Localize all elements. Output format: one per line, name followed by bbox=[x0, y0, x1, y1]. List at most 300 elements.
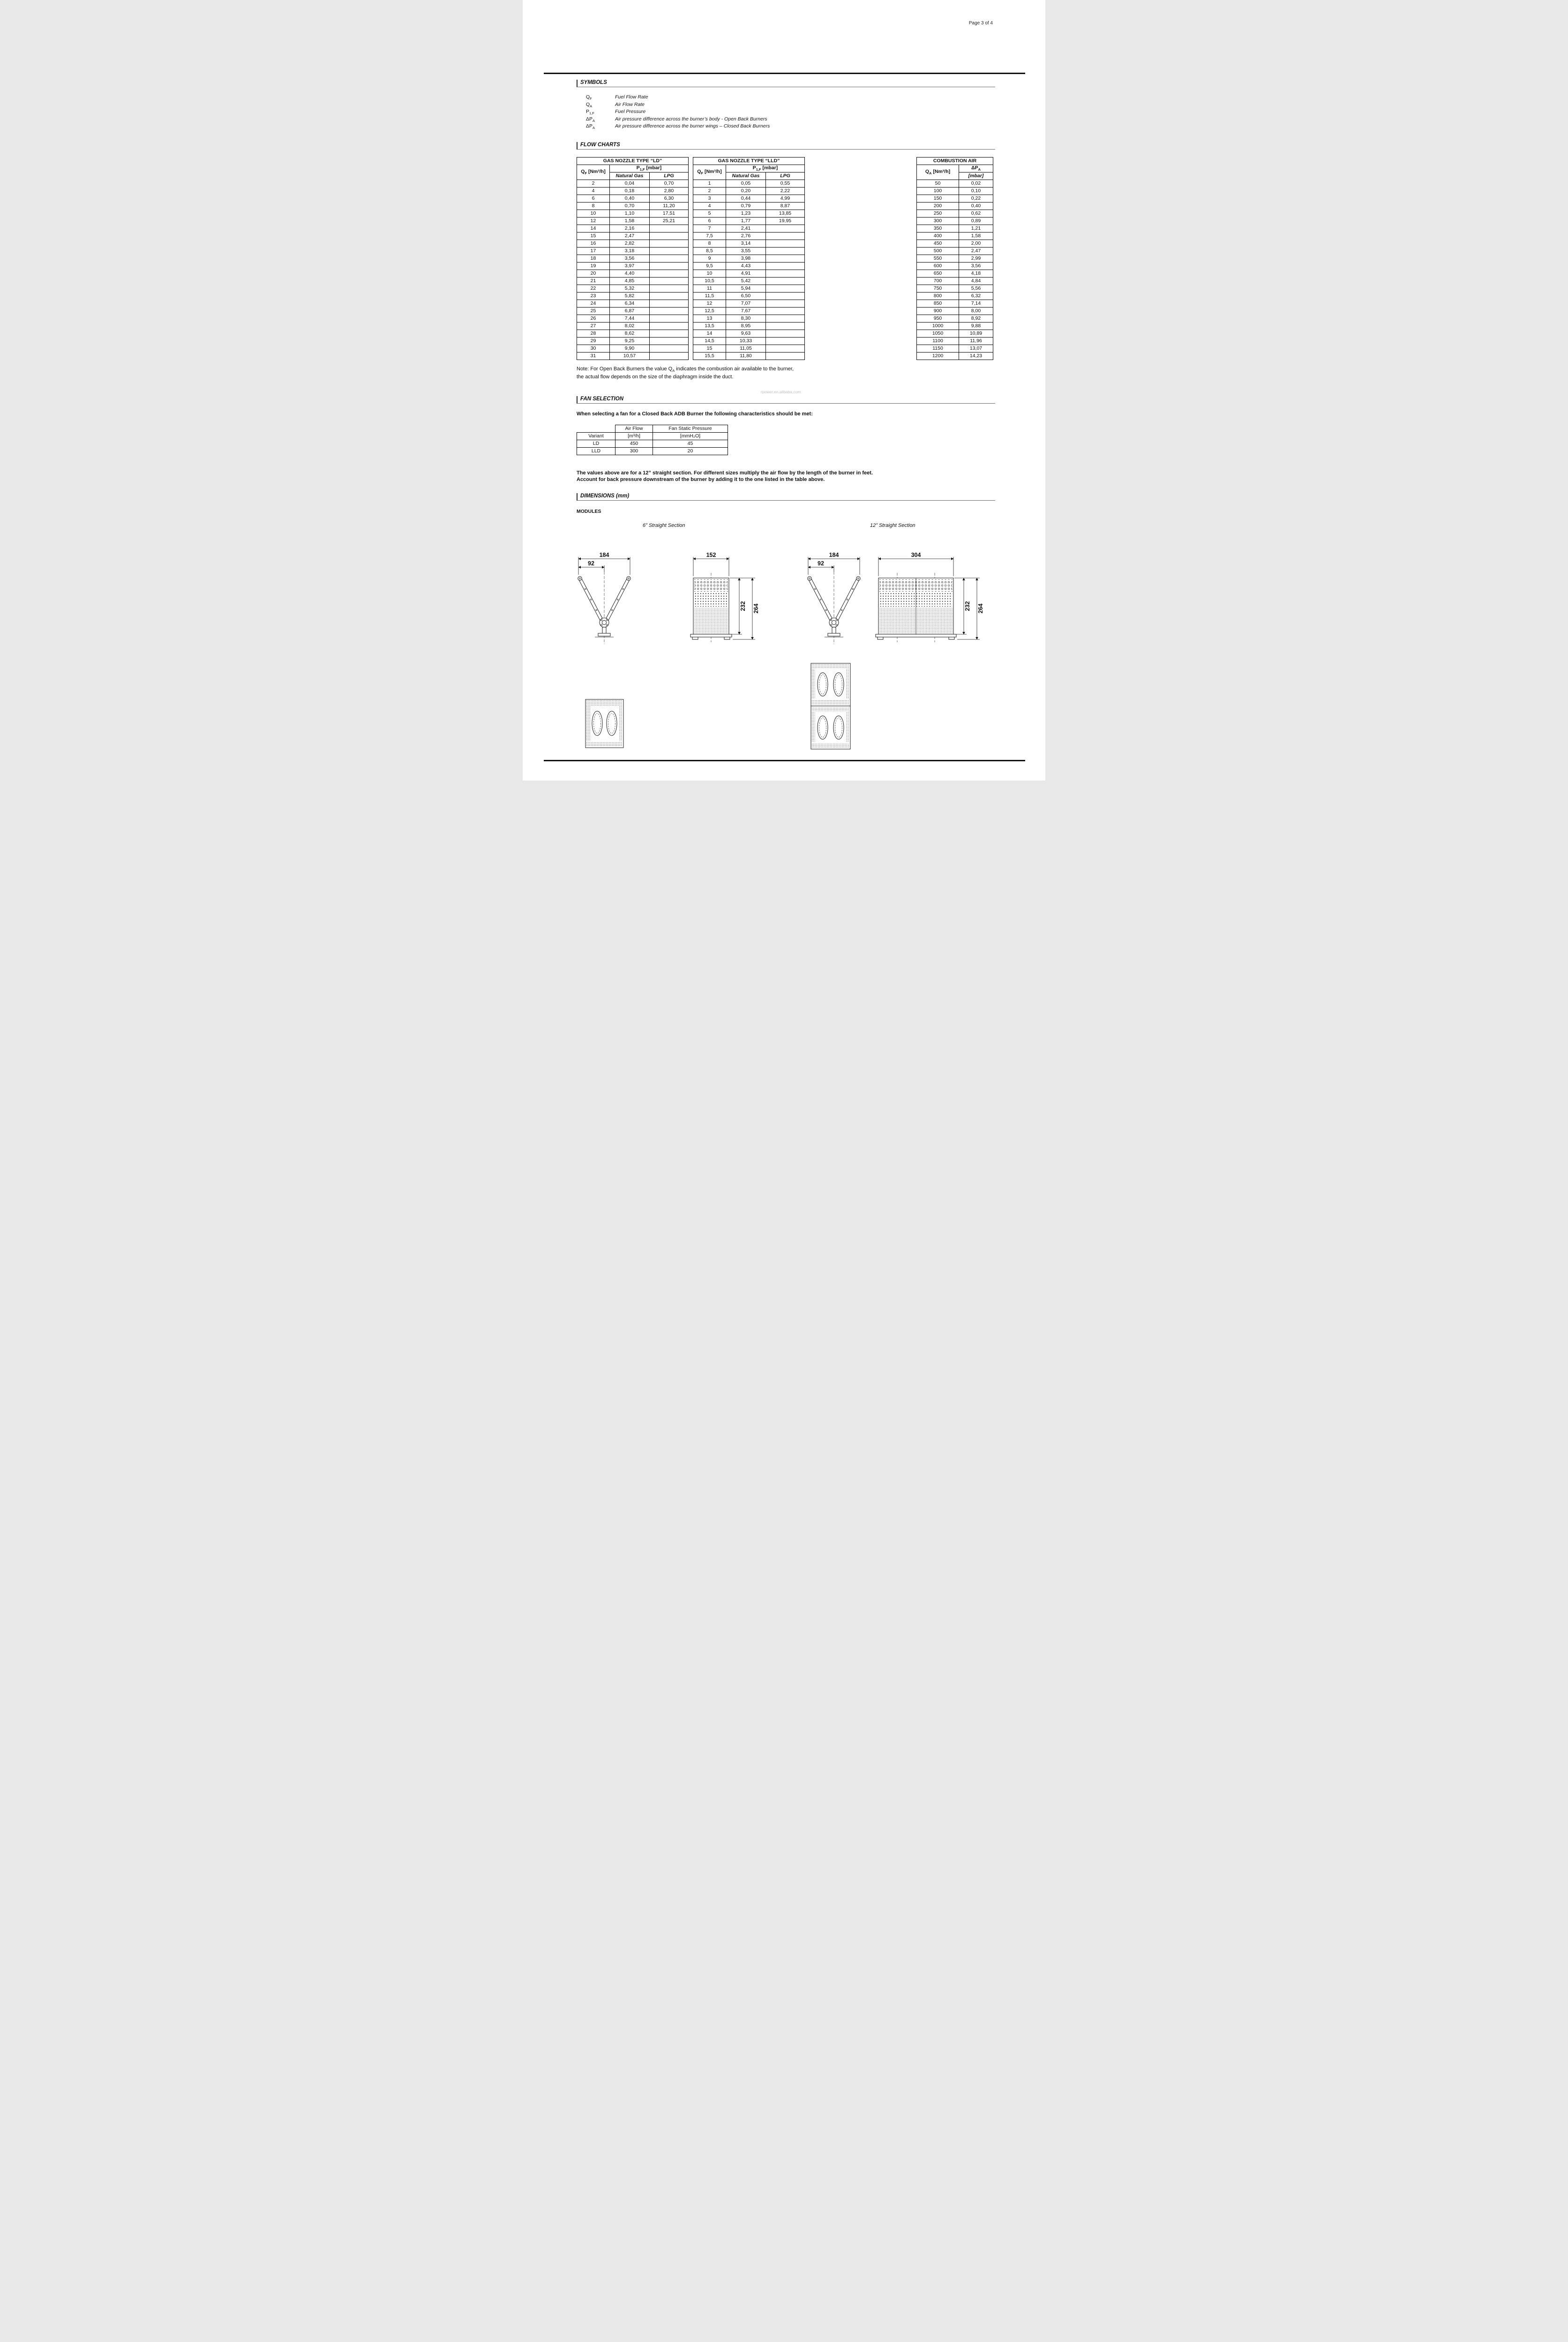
table-cell: 20 bbox=[577, 270, 610, 278]
table-cell bbox=[766, 270, 805, 278]
symbol-term bbox=[586, 94, 615, 101]
straight-section-12-label: 12” Straight Section bbox=[870, 523, 915, 528]
symbol-term bbox=[586, 116, 615, 123]
table-cell: 1000 bbox=[917, 323, 959, 330]
table-cell: 2,82 bbox=[610, 240, 650, 248]
table-cell bbox=[766, 315, 805, 323]
table-row bbox=[693, 293, 805, 300]
fan-values-line: Account for back pressure downstream of the burner by adding it to the one listed in the table above. bbox=[577, 476, 825, 482]
dimensions-heading-label: DIMENSIONS (mm) bbox=[580, 493, 630, 499]
table-row bbox=[577, 353, 689, 360]
table-cell: 8,5 bbox=[693, 248, 726, 255]
table-cell bbox=[766, 323, 805, 330]
table-cell: 6 bbox=[577, 195, 610, 203]
table-cell bbox=[766, 345, 805, 353]
table-cell bbox=[650, 353, 689, 360]
fan-selection-table bbox=[577, 425, 728, 455]
symbols-heading-label: SYMBOLS bbox=[580, 80, 607, 85]
table-row bbox=[917, 180, 993, 188]
table-row bbox=[693, 300, 805, 308]
table-cell: 2 bbox=[693, 188, 726, 195]
symbols-list bbox=[586, 94, 770, 131]
bottom-rule bbox=[544, 760, 1025, 761]
table-row bbox=[917, 323, 993, 330]
table-cell: 750 bbox=[917, 285, 959, 293]
table-row bbox=[917, 195, 993, 203]
table-cell: 4,84 bbox=[959, 278, 993, 285]
col-unit: [Nm³/h] bbox=[587, 169, 606, 175]
symbol-definition-row bbox=[586, 116, 770, 124]
table-cell: 14 bbox=[693, 330, 726, 338]
col-label: Q bbox=[697, 169, 701, 175]
dimensions-heading bbox=[577, 493, 995, 501]
table-cell: 150 bbox=[917, 195, 959, 203]
table-cell: 19,95 bbox=[766, 218, 805, 225]
table-row bbox=[917, 240, 993, 248]
table-cell: 0,22 bbox=[959, 195, 993, 203]
table-cell bbox=[766, 300, 805, 308]
burner-front-drawing-6 bbox=[573, 551, 635, 648]
table-cell: 0,02 bbox=[959, 180, 993, 188]
symbol-definition: Air pressure difference across the burner’s body - Open Back Burners bbox=[615, 116, 767, 122]
table-cell: 0,40 bbox=[959, 203, 993, 210]
table-cell: 5,42 bbox=[726, 278, 766, 285]
table-row bbox=[577, 323, 689, 330]
dimension-label-92: 92 bbox=[588, 560, 594, 567]
col-unit: [mbar] bbox=[645, 165, 662, 171]
table-row bbox=[577, 195, 689, 203]
table-cell: 5,32 bbox=[610, 285, 650, 293]
table-row bbox=[693, 323, 805, 330]
table-cell: 1200 bbox=[917, 353, 959, 360]
table-cell: 29 bbox=[577, 338, 610, 345]
table-cell bbox=[650, 240, 689, 248]
table-cell: 15 bbox=[577, 233, 610, 240]
table-cell: 4 bbox=[693, 203, 726, 210]
table-row bbox=[577, 188, 689, 195]
table-row bbox=[917, 353, 993, 360]
table-cell: LLD bbox=[577, 448, 615, 455]
table-cell: 4 bbox=[577, 188, 610, 195]
table-cell: 8,92 bbox=[959, 315, 993, 323]
table-cell: 1050 bbox=[917, 330, 959, 338]
dimension-label-92: 92 bbox=[818, 560, 824, 567]
table-cell: 3,56 bbox=[959, 263, 993, 270]
table-cell: 2,00 bbox=[959, 240, 993, 248]
table-cell: 450 bbox=[917, 240, 959, 248]
table-cell: 4,99 bbox=[766, 195, 805, 203]
table-cell: 1,77 bbox=[726, 218, 766, 225]
air-table-title: COMBUSTION AIR bbox=[917, 158, 993, 165]
table-cell: 0,62 bbox=[959, 210, 993, 218]
table-cell: 2,47 bbox=[959, 248, 993, 255]
table-cell: 3,18 bbox=[610, 248, 650, 255]
table-cell bbox=[766, 248, 805, 255]
table-cell: 25,21 bbox=[650, 218, 689, 225]
table-cell bbox=[766, 278, 805, 285]
table-row bbox=[577, 315, 689, 323]
fan-table-corner-cell bbox=[577, 425, 615, 433]
table-cell: 1 bbox=[693, 180, 726, 188]
table-row bbox=[917, 315, 993, 323]
table-cell: 0,79 bbox=[726, 203, 766, 210]
table-cell: 950 bbox=[917, 315, 959, 323]
dimension-label-232: 232 bbox=[964, 601, 971, 611]
table-cell: 23 bbox=[577, 293, 610, 300]
table-cell: 15 bbox=[693, 345, 726, 353]
table-cell: 19 bbox=[577, 263, 610, 270]
table-cell: 2,76 bbox=[726, 233, 766, 240]
gas-nozzle-lld-table bbox=[693, 157, 805, 360]
table-row bbox=[917, 308, 993, 315]
document-page bbox=[523, 0, 1045, 781]
table-cell: 14,23 bbox=[959, 353, 993, 360]
table-cell: 14 bbox=[577, 225, 610, 233]
table-cell: 8 bbox=[577, 203, 610, 210]
symbol-definition: Fuel Pressure bbox=[615, 109, 646, 115]
symbol-base: ΔP bbox=[586, 116, 593, 122]
table-row bbox=[693, 248, 805, 255]
table-row bbox=[693, 195, 805, 203]
fan-selection-heading-label: FAN SELECTION bbox=[580, 396, 624, 402]
table-row bbox=[917, 345, 993, 353]
symbol-term bbox=[586, 102, 615, 108]
table-cell bbox=[650, 323, 689, 330]
table-cell: 0,55 bbox=[766, 180, 805, 188]
table-cell: 4,18 bbox=[959, 270, 993, 278]
table-row bbox=[577, 203, 689, 210]
table-row bbox=[577, 248, 689, 255]
table-row bbox=[577, 225, 689, 233]
flow-charts-heading bbox=[577, 142, 995, 150]
table-row bbox=[917, 188, 993, 195]
table-row bbox=[577, 218, 689, 225]
perforation-pattern bbox=[694, 608, 728, 633]
table-cell: 45 bbox=[653, 440, 728, 448]
profile-drawing-6 bbox=[687, 551, 764, 645]
perforation-pattern bbox=[694, 579, 728, 592]
table-row bbox=[693, 240, 805, 248]
table-cell: 20 bbox=[653, 448, 728, 455]
table-row bbox=[917, 210, 993, 218]
table-cell: 5,94 bbox=[726, 285, 766, 293]
table-row bbox=[577, 270, 689, 278]
table-cell: 3,55 bbox=[726, 248, 766, 255]
table-row bbox=[693, 270, 805, 278]
table-cell: 12,5 bbox=[693, 308, 726, 315]
table-cell: 10,5 bbox=[693, 278, 726, 285]
table-row bbox=[693, 285, 805, 293]
table-row bbox=[693, 330, 805, 338]
table-cell: 600 bbox=[917, 263, 959, 270]
air-col-flow bbox=[917, 165, 959, 180]
table-row bbox=[577, 180, 689, 188]
table-cell: 850 bbox=[917, 300, 959, 308]
table-cell: 10,57 bbox=[610, 353, 650, 360]
table-cell bbox=[766, 293, 805, 300]
table-row bbox=[577, 285, 689, 293]
table-cell bbox=[650, 270, 689, 278]
table-row bbox=[917, 255, 993, 263]
fan-selection-heading bbox=[577, 396, 995, 404]
col-sub: F bbox=[701, 171, 704, 176]
table-cell: 1,10 bbox=[610, 210, 650, 218]
table-cell: 2,16 bbox=[610, 225, 650, 233]
fan-unit-airflow: [m³/h] bbox=[615, 433, 653, 440]
table-cell: 1,23 bbox=[726, 210, 766, 218]
table-cell: 21 bbox=[577, 278, 610, 285]
table-cell bbox=[650, 330, 689, 338]
table-row bbox=[693, 315, 805, 323]
table-cell: 11,96 bbox=[959, 338, 993, 345]
symbol-base: P bbox=[586, 109, 590, 115]
table-cell: 14,5 bbox=[693, 338, 726, 345]
note-sub: A bbox=[672, 368, 675, 373]
table-cell: 0,89 bbox=[959, 218, 993, 225]
table-cell bbox=[650, 263, 689, 270]
table-cell: 6,34 bbox=[610, 300, 650, 308]
table-row bbox=[917, 330, 993, 338]
table-cell: 25 bbox=[577, 308, 610, 315]
table-cell: 31 bbox=[577, 353, 610, 360]
table-cell: 0,10 bbox=[959, 188, 993, 195]
table-row bbox=[577, 210, 689, 218]
table-row bbox=[693, 338, 805, 345]
table-row bbox=[693, 263, 805, 270]
table-cell: 2 bbox=[577, 180, 610, 188]
table-row bbox=[577, 233, 689, 240]
table-row bbox=[693, 180, 805, 188]
gas-nozzle-ld-table bbox=[577, 157, 689, 360]
table-cell bbox=[650, 293, 689, 300]
table-cell: 1,58 bbox=[610, 218, 650, 225]
table-cell: 800 bbox=[917, 293, 959, 300]
col-unit: [mbar] bbox=[761, 165, 778, 171]
table-cell: 7,67 bbox=[726, 308, 766, 315]
table-cell: 7,5 bbox=[693, 233, 726, 240]
fan-values-paragraph bbox=[577, 470, 1008, 483]
table-cell: 550 bbox=[917, 255, 959, 263]
table-row bbox=[577, 263, 689, 270]
lld-col-pressure bbox=[726, 165, 805, 173]
fan-unit-static-pressure: [mmH₂O] bbox=[653, 433, 728, 440]
symbol-definition: Air pressure difference across the burner wings – Closed Back Burners bbox=[615, 123, 770, 129]
ld-col-lpg: LPG bbox=[650, 173, 689, 180]
ld-col-flow bbox=[577, 165, 610, 180]
fan-selection-intro: When selecting a fan for a Closed Back ADB Burner the following characteristics should be met: bbox=[577, 411, 813, 417]
table-cell: 300 bbox=[917, 218, 959, 225]
table-cell: 11 bbox=[693, 285, 726, 293]
table-cell bbox=[650, 300, 689, 308]
table-row bbox=[577, 255, 689, 263]
symbol-definition: Air Flow Rate bbox=[615, 101, 645, 107]
lld-col-flow bbox=[693, 165, 726, 180]
table-cell bbox=[766, 255, 805, 263]
dimension-label-304: 304 bbox=[911, 552, 921, 558]
table-cell: 11,80 bbox=[726, 353, 766, 360]
table-cell: 17 bbox=[577, 248, 610, 255]
table-cell: 24 bbox=[577, 300, 610, 308]
table-cell: 10,89 bbox=[959, 330, 993, 338]
perforation-pattern bbox=[879, 593, 953, 607]
table-cell: 2,80 bbox=[650, 188, 689, 195]
table-cell: 3,14 bbox=[726, 240, 766, 248]
table-cell: 10,33 bbox=[726, 338, 766, 345]
symbol-definition: Fuel Flow Rate bbox=[615, 94, 648, 100]
table-row bbox=[917, 218, 993, 225]
table-row bbox=[577, 308, 689, 315]
table-row bbox=[693, 210, 805, 218]
table-row bbox=[577, 278, 689, 285]
bottom-plate-drawing-6 bbox=[585, 698, 624, 749]
table-cell: 27 bbox=[577, 323, 610, 330]
air-col-dp bbox=[959, 165, 993, 173]
page-number: Page 3 of 4 bbox=[968, 21, 993, 26]
col-sub: A bbox=[978, 167, 981, 172]
table-cell: 13,07 bbox=[959, 345, 993, 353]
col-sub: 1,F bbox=[639, 167, 645, 172]
table-cell: 0,05 bbox=[726, 180, 766, 188]
table-cell: 5 bbox=[693, 210, 726, 218]
table-cell: 22 bbox=[577, 285, 610, 293]
table-row bbox=[693, 308, 805, 315]
symbol-definition-row bbox=[586, 109, 770, 116]
table-cell bbox=[650, 315, 689, 323]
table-cell bbox=[766, 225, 805, 233]
note-text-part: Note: For Open Back Burners the value Q bbox=[577, 366, 673, 372]
table-cell: 9,90 bbox=[610, 345, 650, 353]
table-cell bbox=[766, 285, 805, 293]
table-row bbox=[693, 345, 805, 353]
col-label: P bbox=[752, 165, 756, 171]
table-cell: 450 bbox=[615, 440, 653, 448]
table-cell: 2,41 bbox=[726, 225, 766, 233]
col-unit: [Nm³/h] bbox=[931, 169, 951, 175]
table-cell: 8,02 bbox=[610, 323, 650, 330]
symbol-definition-row bbox=[586, 123, 770, 131]
table-cell bbox=[650, 285, 689, 293]
table-cell: 8,95 bbox=[726, 323, 766, 330]
table-cell: 3,56 bbox=[610, 255, 650, 263]
table-cell: 1100 bbox=[917, 338, 959, 345]
symbol-sub: A bbox=[593, 126, 595, 130]
symbol-sub: 1,F bbox=[589, 111, 594, 116]
col-label: Q bbox=[925, 169, 930, 175]
table-cell: 6,32 bbox=[959, 293, 993, 300]
dimension-label-232: 232 bbox=[740, 601, 746, 611]
fan-table-body bbox=[577, 440, 728, 455]
table-row bbox=[917, 225, 993, 233]
table-row bbox=[577, 448, 728, 455]
table-row bbox=[917, 248, 993, 255]
table-cell bbox=[650, 345, 689, 353]
table-cell: 0,04 bbox=[610, 180, 650, 188]
table-cell: 200 bbox=[917, 203, 959, 210]
dimension-label-152: 152 bbox=[706, 552, 716, 558]
table-cell: 2,99 bbox=[959, 255, 993, 263]
table-row bbox=[693, 233, 805, 240]
fan-col-static-pressure: Fan Static Pressure bbox=[653, 425, 728, 433]
table-cell: 9,5 bbox=[693, 263, 726, 270]
modules-subheading: MODULES bbox=[577, 509, 601, 514]
table-cell: 5,56 bbox=[959, 285, 993, 293]
table-cell: 11,05 bbox=[726, 345, 766, 353]
table-cell: LD bbox=[577, 440, 615, 448]
table-cell: 7,07 bbox=[726, 300, 766, 308]
symbol-base: Q bbox=[586, 94, 590, 100]
dimension-label-264: 264 bbox=[753, 603, 759, 614]
table-cell: 0,44 bbox=[726, 195, 766, 203]
table-cell bbox=[650, 233, 689, 240]
table-row bbox=[577, 293, 689, 300]
table-cell: 13,5 bbox=[693, 323, 726, 330]
table-cell bbox=[766, 263, 805, 270]
table-cell: 4,85 bbox=[610, 278, 650, 285]
table-row bbox=[917, 233, 993, 240]
table-cell: 4,40 bbox=[610, 270, 650, 278]
note-text-part: indicates the combustion air available to the burner, bbox=[675, 366, 794, 372]
table-cell: 0,70 bbox=[610, 203, 650, 210]
table-cell: 300 bbox=[615, 448, 653, 455]
straight-section-6-label: 6” Straight Section bbox=[643, 523, 685, 528]
col-label: P bbox=[636, 165, 640, 171]
table-cell: 7 bbox=[693, 225, 726, 233]
table-row bbox=[917, 203, 993, 210]
table-cell: 50 bbox=[917, 180, 959, 188]
table-cell: 11,5 bbox=[693, 293, 726, 300]
table-cell bbox=[766, 330, 805, 338]
table-cell: 10 bbox=[577, 210, 610, 218]
symbol-definition-row bbox=[586, 94, 770, 102]
table-row bbox=[577, 330, 689, 338]
table-row bbox=[693, 218, 805, 225]
symbol-base: ΔP bbox=[586, 123, 593, 129]
table-cell: 9,63 bbox=[726, 330, 766, 338]
perforation-pattern bbox=[879, 579, 953, 592]
table-row bbox=[917, 278, 993, 285]
table-cell: 1,58 bbox=[959, 233, 993, 240]
combustion-air-table bbox=[916, 157, 993, 360]
top-rule bbox=[544, 73, 1025, 74]
table-row bbox=[693, 188, 805, 195]
table-cell: 8,87 bbox=[766, 203, 805, 210]
table-cell: 7,44 bbox=[610, 315, 650, 323]
table-cell: 1,21 bbox=[959, 225, 993, 233]
ld-table-title: GAS NOZZLE TYPE “LD” bbox=[577, 158, 689, 165]
table-cell: 10 bbox=[693, 270, 726, 278]
symbol-base: Q bbox=[586, 101, 590, 107]
table-row bbox=[693, 278, 805, 285]
table-cell: 8,62 bbox=[610, 330, 650, 338]
table-cell: 6,87 bbox=[610, 308, 650, 315]
col-label: ΔP bbox=[971, 165, 978, 171]
table-row bbox=[577, 440, 728, 448]
table-cell: 26 bbox=[577, 315, 610, 323]
table-cell: 13,85 bbox=[766, 210, 805, 218]
symbol-term bbox=[586, 109, 615, 115]
table-cell: 100 bbox=[917, 188, 959, 195]
symbols-heading bbox=[577, 80, 995, 87]
table-cell: 4,43 bbox=[726, 263, 766, 270]
table-cell bbox=[650, 278, 689, 285]
table-row bbox=[693, 255, 805, 263]
table-row bbox=[917, 338, 993, 345]
col-unit: [Nm³/h] bbox=[703, 169, 722, 175]
table-cell: 12 bbox=[577, 218, 610, 225]
table-cell: 700 bbox=[917, 278, 959, 285]
table-cell: 4,91 bbox=[726, 270, 766, 278]
col-sub: F bbox=[585, 171, 587, 176]
